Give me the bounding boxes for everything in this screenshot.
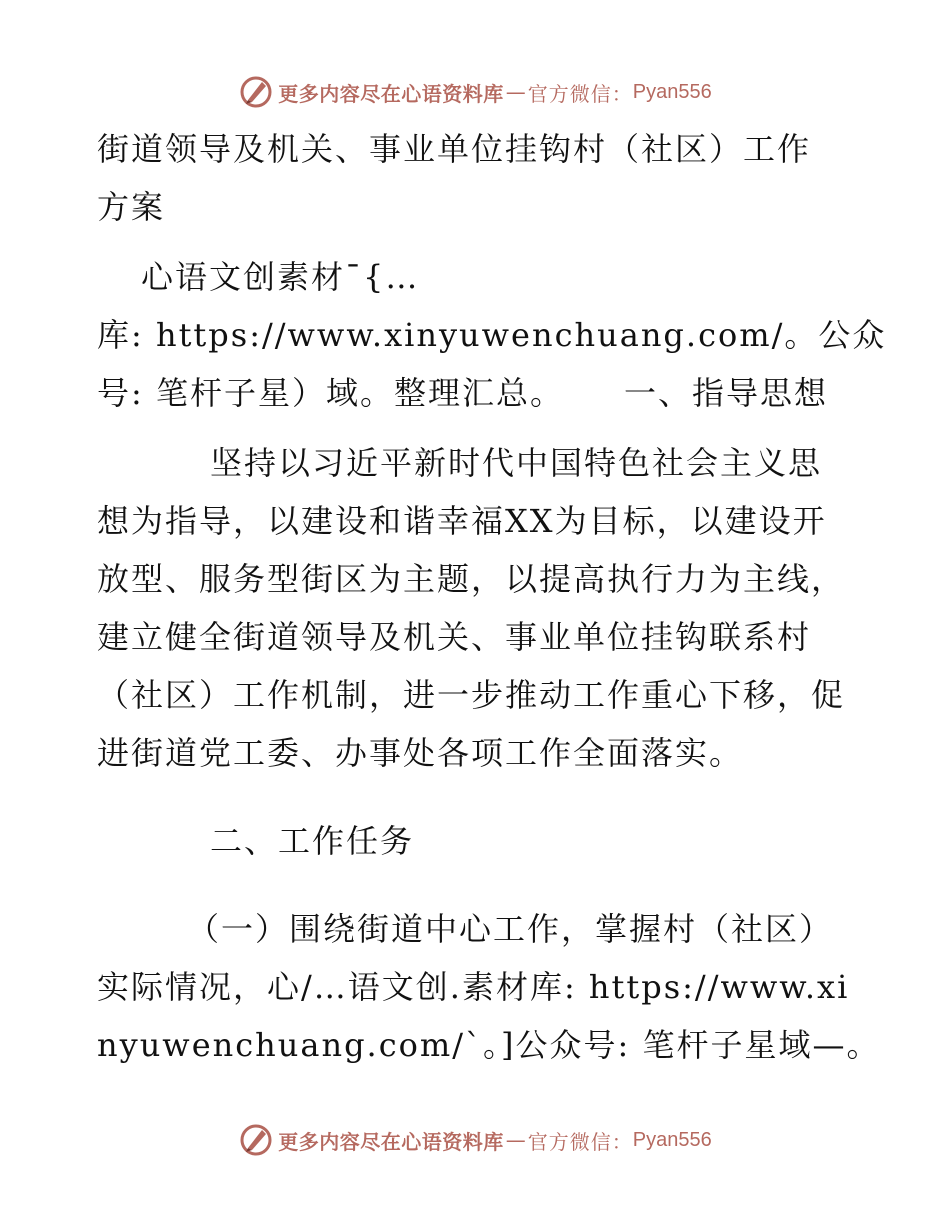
section-heading-2: 二、工作任务 (210, 822, 415, 860)
pen-logo-icon (238, 74, 274, 110)
pen-logo-icon (238, 1122, 274, 1158)
document-title-line-1: 街道领导及机关、事业单位挂钩村（社区）工作 (97, 130, 812, 168)
banner-text: 更多内容尽在心语资料库 (278, 1129, 504, 1154)
paragraph-line: （社区）工作机制，进一步推动工作重心下移，促 (97, 676, 846, 714)
banner-separator: — (505, 80, 526, 104)
section-heading-1: 一、指导思想 (623, 374, 828, 412)
paragraph-line: 建立健全街道领导及机关、事业单位挂钩联系村 (97, 618, 812, 656)
banner-wechat-label: 官方微信： (527, 1129, 633, 1154)
header-banner (0, 72, 950, 112)
paragraph-line: 坚持以习近平新时代中国特色社会主义思 (210, 444, 823, 482)
paragraph-line: （一）围绕街道中心工作，掌握村（社区） (187, 910, 834, 948)
paragraph-line: 库: https://www.xinyuwenchuang.com/。公众 (97, 316, 887, 354)
banner-wechat-label: 官方微信： (527, 81, 633, 106)
paragraph-line: 心语文创素材¯{… (141, 258, 420, 296)
banner-wechat-id: Pyan556 (632, 1128, 712, 1151)
paragraph-line: 实际情况，心/…语文创.素材库: https://www.xi (97, 968, 850, 1006)
footer-banner (0, 1120, 950, 1160)
document-title-line-2: 方案 (97, 188, 166, 226)
paragraph-line (97, 364, 857, 422)
banner-wechat-id: Pyan556 (632, 80, 712, 103)
paragraph-line: 放型、服务型街区为主题，以提高执行力为主线， (97, 560, 846, 598)
document-body (97, 120, 887, 1074)
paragraph-line: 进街道党工委、办事处各项工作全面落实。 (97, 734, 744, 772)
paragraph-line: 想为指导，以建设和谐幸福XX为目标，以建设开 (97, 502, 827, 540)
banner-separator: — (505, 1128, 526, 1152)
paragraph-text: 号: 笔杆子星）域。整理汇总。 (97, 374, 564, 412)
paragraph-line: nyuwenchuang.com/`。]公众号: 笔杆子星域—。 (97, 1026, 881, 1064)
banner-text: 更多内容尽在心语资料库 (278, 81, 504, 106)
